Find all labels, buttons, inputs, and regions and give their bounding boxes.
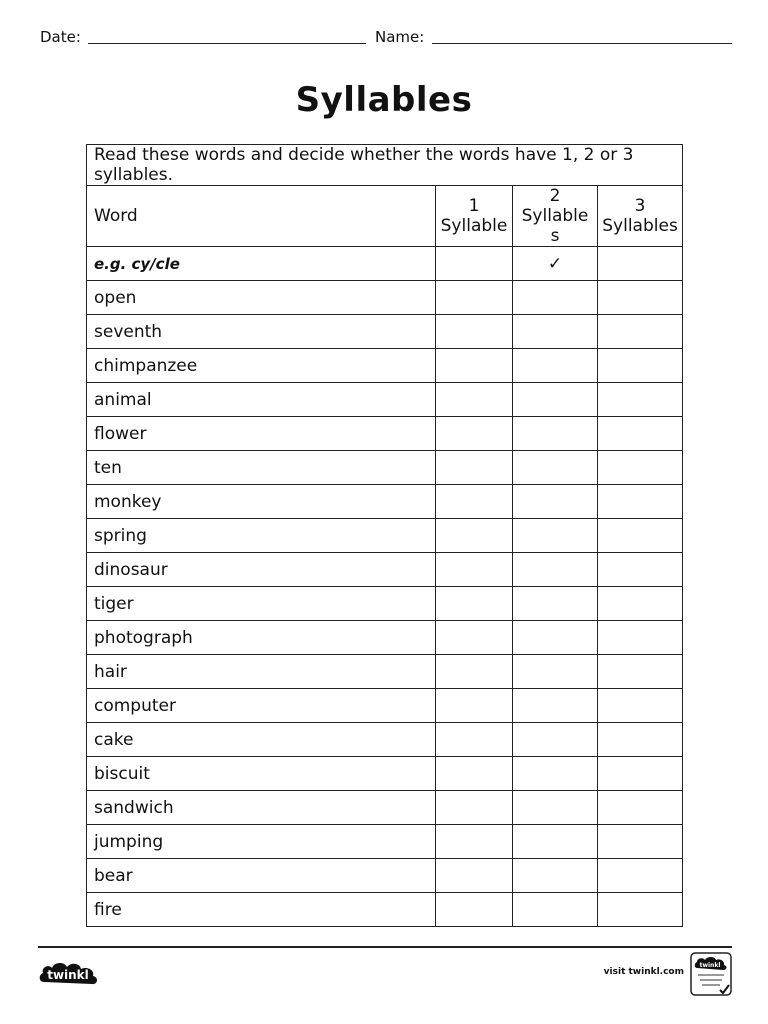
one-syllable-cell[interactable] — [436, 859, 513, 893]
table-row — [87, 655, 683, 689]
word-cell: animal — [87, 383, 436, 417]
word-cell: spring — [87, 519, 436, 553]
example-one-syllable-cell — [436, 247, 513, 281]
one-syllable-cell[interactable] — [436, 417, 513, 451]
two-syllables-column-header — [513, 186, 598, 247]
word-cell: fire — [87, 893, 436, 927]
word-cell: photograph — [87, 621, 436, 655]
three-syllables-cell[interactable] — [598, 281, 683, 315]
header-label: Syllable — [521, 206, 589, 226]
header-line — [40, 28, 732, 50]
two-syllables-cell[interactable] — [513, 655, 598, 689]
two-syllables-cell[interactable] — [513, 383, 598, 417]
table-row — [87, 859, 683, 893]
word-cell: bear — [87, 859, 436, 893]
date-label: Date: — [40, 28, 81, 46]
one-syllable-cell[interactable] — [436, 349, 513, 383]
two-syllables-cell[interactable] — [513, 417, 598, 451]
page-title: Syllables — [295, 80, 473, 120]
word-cell: jumping — [87, 825, 436, 859]
three-syllables-cell[interactable] — [598, 553, 683, 587]
two-syllables-cell[interactable] — [513, 859, 598, 893]
table-row — [87, 519, 683, 553]
two-syllables-cell[interactable] — [513, 485, 598, 519]
word-cell: hair — [87, 655, 436, 689]
three-syllables-cell[interactable] — [598, 587, 683, 621]
two-syllables-cell[interactable] — [513, 757, 598, 791]
three-syllables-cell[interactable] — [598, 655, 683, 689]
two-syllables-cell[interactable] — [513, 451, 598, 485]
one-syllable-cell[interactable] — [436, 383, 513, 417]
table-row — [87, 417, 683, 451]
one-syllable-cell[interactable] — [436, 519, 513, 553]
three-syllables-cell[interactable] — [598, 689, 683, 723]
word-cell: ten — [87, 451, 436, 485]
word-cell: computer — [87, 689, 436, 723]
table-row — [87, 825, 683, 859]
two-syllables-cell[interactable] — [513, 893, 598, 927]
three-syllables-cell[interactable] — [598, 757, 683, 791]
two-syllables-cell[interactable] — [513, 553, 598, 587]
two-syllables-cell[interactable] — [513, 315, 598, 349]
three-syllables-cell[interactable] — [598, 349, 683, 383]
table-row — [87, 315, 683, 349]
example-three-syllables-cell — [598, 247, 683, 281]
one-syllable-cell[interactable] — [436, 655, 513, 689]
word-cell: cake — [87, 723, 436, 757]
table-row — [87, 281, 683, 315]
one-syllable-cell[interactable] — [436, 757, 513, 791]
footer-divider — [38, 946, 732, 948]
two-syllables-cell[interactable] — [513, 621, 598, 655]
one-syllable-cell[interactable] — [436, 281, 513, 315]
one-syllable-cell[interactable] — [436, 791, 513, 825]
two-syllables-cell[interactable] — [513, 519, 598, 553]
word-cell: open — [87, 281, 436, 315]
three-syllables-cell[interactable] — [598, 315, 683, 349]
three-syllables-cell[interactable] — [598, 485, 683, 519]
three-syllables-cell[interactable] — [598, 451, 683, 485]
table-row — [87, 587, 683, 621]
table-row — [87, 723, 683, 757]
header-number: 2 — [549, 186, 561, 206]
three-syllables-cell[interactable] — [598, 893, 683, 927]
word-column-header: Word — [87, 186, 436, 247]
example-word: e.g. cy/cle — [87, 247, 436, 281]
one-syllable-cell[interactable] — [436, 451, 513, 485]
one-syllable-cell[interactable] — [436, 893, 513, 927]
header-row — [87, 186, 683, 247]
two-syllables-cell[interactable] — [513, 689, 598, 723]
badge-text: twinkl — [699, 962, 721, 969]
table-row — [87, 383, 683, 417]
header-number: 1 — [468, 196, 480, 216]
twinkl-logo-icon — [38, 958, 100, 988]
word-cell: seventh — [87, 315, 436, 349]
three-syllables-cell[interactable] — [598, 791, 683, 825]
table-row — [87, 757, 683, 791]
three-syllables-cell[interactable] — [598, 417, 683, 451]
one-syllable-cell[interactable] — [436, 689, 513, 723]
word-cell: flower — [87, 417, 436, 451]
three-syllables-cell[interactable] — [598, 723, 683, 757]
header-number: 3 — [634, 196, 646, 216]
word-cell: sandwich — [87, 791, 436, 825]
header-label-wrap: s — [550, 226, 560, 246]
table-row — [87, 689, 683, 723]
one-syllable-cell[interactable] — [436, 621, 513, 655]
one-syllable-cell[interactable] — [436, 825, 513, 859]
header-label: Syllable — [440, 216, 508, 236]
three-syllables-cell[interactable] — [598, 519, 683, 553]
table-row — [87, 893, 683, 927]
one-syllable-cell[interactable] — [436, 723, 513, 757]
three-syllables-column-header — [598, 186, 683, 247]
one-syllable-cell[interactable] — [436, 587, 513, 621]
instruction-text: Read these words and decide whether the words have 1, 2 or 3 syllables. — [87, 145, 683, 186]
table-row — [87, 451, 683, 485]
header-label: Syllables — [602, 216, 678, 236]
one-syllable-column-header — [436, 186, 513, 247]
example-row — [87, 247, 683, 281]
name-field[interactable] — [432, 43, 732, 44]
two-syllables-cell[interactable] — [513, 349, 598, 383]
word-cell: biscuit — [87, 757, 436, 791]
word-cell: monkey — [87, 485, 436, 519]
check-icon: ✓ — [513, 247, 598, 281]
two-syllables-cell[interactable] — [513, 587, 598, 621]
quality-badge-icon — [690, 952, 732, 996]
two-syllables-cell[interactable] — [513, 281, 598, 315]
one-syllable-cell[interactable] — [436, 553, 513, 587]
three-syllables-cell[interactable] — [598, 621, 683, 655]
word-cell: chimpanzee — [87, 349, 436, 383]
three-syllables-cell[interactable] — [598, 383, 683, 417]
date-field[interactable] — [88, 43, 366, 44]
two-syllables-cell[interactable] — [513, 825, 598, 859]
table-row — [87, 485, 683, 519]
name-label: Name: — [375, 28, 425, 46]
one-syllable-cell[interactable] — [436, 315, 513, 349]
two-syllables-cell[interactable] — [513, 723, 598, 757]
instruction-row — [87, 145, 683, 186]
word-cell: tiger — [87, 587, 436, 621]
word-cell: dinosaur — [87, 553, 436, 587]
three-syllables-cell[interactable] — [598, 825, 683, 859]
table-row — [87, 791, 683, 825]
visit-link[interactable]: visit twinkl.com — [603, 967, 684, 977]
logo-text: twinkl — [47, 968, 89, 982]
table-row — [87, 553, 683, 587]
three-syllables-cell[interactable] — [598, 859, 683, 893]
syllables-table — [86, 144, 683, 927]
one-syllable-cell[interactable] — [436, 485, 513, 519]
table-row — [87, 621, 683, 655]
two-syllables-cell[interactable] — [513, 791, 598, 825]
table-row — [87, 349, 683, 383]
